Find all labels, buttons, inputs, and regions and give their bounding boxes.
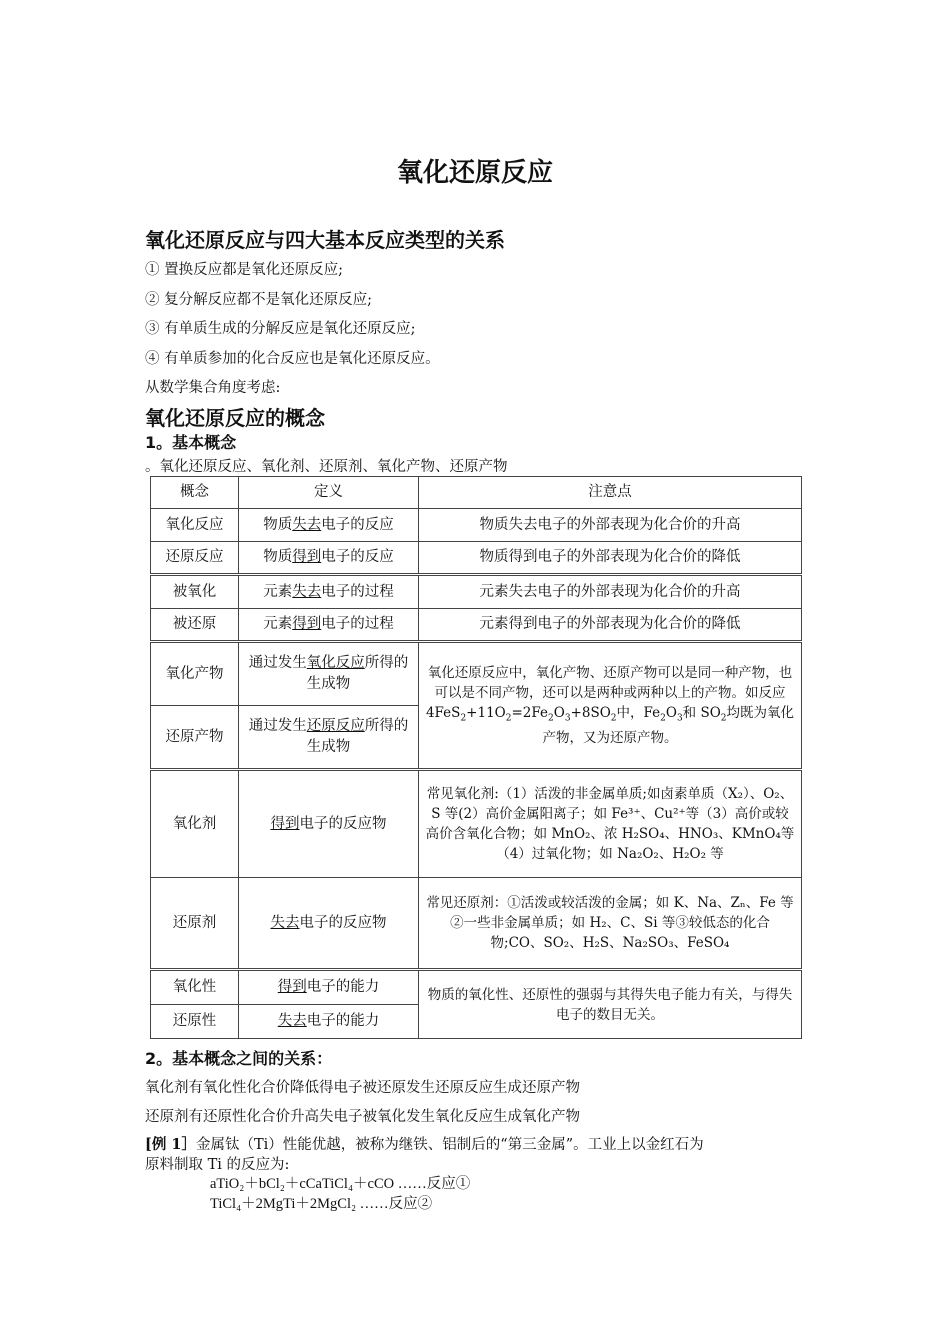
set-note: 从数学集合角度考虑:	[145, 380, 281, 396]
cell-definition	[239, 878, 419, 970]
section-heading-concepts: 氧化还原反应的概念	[145, 406, 325, 430]
cell-definition	[239, 509, 419, 542]
def-keyword: 失去	[277, 1013, 307, 1029]
def-prefix: 物质	[263, 549, 293, 565]
cell-concept: 还原产物	[151, 706, 239, 770]
cell-concept: 氧化性	[151, 970, 239, 1005]
subheading-basic-concepts: 1。基本概念	[145, 433, 237, 452]
def-suffix: 电子的过程	[321, 583, 394, 600]
def-prefix: 物质	[263, 516, 293, 533]
cell-definition	[239, 642, 419, 706]
def-keyword: 失去	[292, 583, 322, 600]
cell-definition	[239, 575, 419, 609]
def-suffix: 所得的生成物	[306, 655, 409, 692]
def-prefix: 通过发生	[248, 718, 307, 734]
example-text-line2: 原料制取 Ti 的反应为:	[145, 1157, 290, 1173]
cell-concept: 被氧化	[151, 575, 239, 609]
def-suffix: 电子的反应物	[299, 815, 387, 832]
cell-definition	[239, 970, 419, 1005]
def-suffix: 所得的生成物	[306, 718, 409, 755]
def-suffix: 电子的过程	[321, 616, 394, 632]
cell-definition	[239, 609, 419, 642]
cell-concept: 还原反应	[151, 542, 239, 575]
cell-definition	[239, 706, 419, 770]
def-suffix: 电子的反应	[321, 516, 394, 533]
table-row	[151, 609, 802, 642]
table-row	[151, 770, 802, 878]
table-header-row	[151, 477, 802, 509]
equation-1: aTiO₂＋bCl₂＋cCaTiCl₄＋cCO ……反应①	[210, 1176, 471, 1192]
def-prefix: 通过发生	[248, 655, 307, 671]
def-suffix: 电子的反应物	[299, 914, 387, 931]
def-keyword: 得到	[277, 979, 307, 995]
page-title: 氧化还原反应	[396, 158, 553, 188]
cell-concept: 被还原	[151, 609, 239, 642]
def-suffix: 电子的能力	[306, 979, 380, 995]
def-suffix: 电子的反应	[321, 549, 394, 565]
list-item: ③ 有单质生成的分解反应是氧化还原反应;	[145, 321, 416, 337]
table-row	[151, 970, 802, 1005]
cell-concept: 还原剂	[151, 878, 239, 970]
table-row	[151, 542, 802, 575]
concepts-table	[150, 476, 802, 1039]
list-item: ② 复分解反应都不是氧化还原反应;	[145, 292, 372, 308]
cell-definition	[239, 770, 419, 878]
header-concept: 概念	[151, 477, 239, 509]
def-keyword: 氧化反应	[306, 655, 365, 671]
equation-2: TiCl₄＋2MgTi＋2MgCl₂ ……反应②	[210, 1196, 433, 1212]
def-prefix: 元素	[263, 616, 293, 632]
cell-concept: 还原性	[151, 1005, 239, 1039]
def-prefix: 元素	[263, 583, 293, 600]
cell-notes: 元素得到电子的外部表现为化合价的降低	[419, 609, 802, 642]
example-text: 金属钛（Ti）性能优越，被称为继铁、铝制后的“第三金属”。工业上以金红石为	[196, 1137, 704, 1153]
cell-notes: 物质失去电子的外部表现为化合价的升高	[419, 509, 802, 542]
def-suffix: 电子的能力	[306, 1013, 380, 1029]
list-item: ① 置换反应都是氧化还原反应;	[145, 262, 343, 278]
cell-definition	[239, 542, 419, 575]
def-keyword: 失去	[270, 914, 300, 931]
list-item: ④ 有单质参加的化合反应也是氧化还原反应。	[145, 351, 440, 367]
cell-notes-oxidants: 常见氧化剂:（1）活泼的非金属单质;如卤素单质（X₂）、O₂、S 等(2）高价金属阳离子；如 Fe³⁺、Cu²⁺等（3）高价或较高价含氧化合物；如 MnO₂、浓 H₂SO₄、HNO₃、KMnO₄等（4）过氧化物；如 Na₂O₂、H₂O₂ 等	[419, 770, 802, 878]
example-paragraph	[145, 1133, 704, 1154]
relation-line: 氧化剂有氧化性化合价降低得电子被还原发生还原反应生成还原产物	[145, 1080, 580, 1096]
table-row	[151, 509, 802, 542]
def-keyword: 得到	[292, 616, 322, 632]
cell-definition	[239, 1005, 419, 1039]
cell-notes-products: 氧化还原反应中，氧化产物、还原产物可以是同一种产物，也可以是不同产物，还可以是两种或两种以上的产物。如反应 $4FeS_2+11O_2=2Fe_2O_3+8SO_2$中，$Fe_2O_3$和 $SO_2$均既为氧化产物，又为还原产物。	[419, 642, 802, 770]
cell-notes: 元素失去电子的外部表现为化合价的升高	[419, 575, 802, 609]
table-row	[151, 878, 802, 970]
example-label: [例 1］	[145, 1136, 196, 1153]
cell-notes-properties: 物质的氧化性、还原性的强弱与其得失电子能力有关，与得失电子的数目无关。	[419, 970, 802, 1039]
cell-concept: 氧化产物	[151, 642, 239, 706]
concepts-intro: 。氧化还原反应、氧化剂、还原剂、氧化产物、还原产物	[145, 459, 508, 475]
cell-notes: 物质得到电子的外部表现为化合价的降低	[419, 542, 802, 575]
header-definition: 定义	[239, 477, 419, 509]
cell-concept: 氧化剂	[151, 770, 239, 878]
table-row	[151, 642, 802, 706]
def-keyword: 还原反应	[306, 718, 365, 734]
relation-line: 还原剂有还原性化合价升高失电子被氧化发生氧化反应生成氧化产物	[145, 1109, 580, 1125]
def-keyword: 得到	[270, 815, 300, 832]
subheading-relations: 2。基本概念之间的关系：	[145, 1049, 333, 1068]
section-heading-relations: 氧化还原反应与四大基本反应类型的关系	[145, 228, 505, 252]
def-keyword: 失去	[292, 516, 322, 533]
cell-notes-reductants: 常见还原剂：①活泼或较活泼的金属；如 K、Na、Zₙ、Fe 等②一些非金属单质；如 H₂、C、Si 等③较低态的化合物;CO、SO₂、H₂S、Na₂SO₃、FeSO₄	[419, 878, 802, 970]
header-notes: 注意点	[419, 477, 802, 509]
def-keyword: 得到	[292, 549, 322, 565]
cell-concept: 氧化反应	[151, 509, 239, 542]
table-row	[151, 575, 802, 609]
